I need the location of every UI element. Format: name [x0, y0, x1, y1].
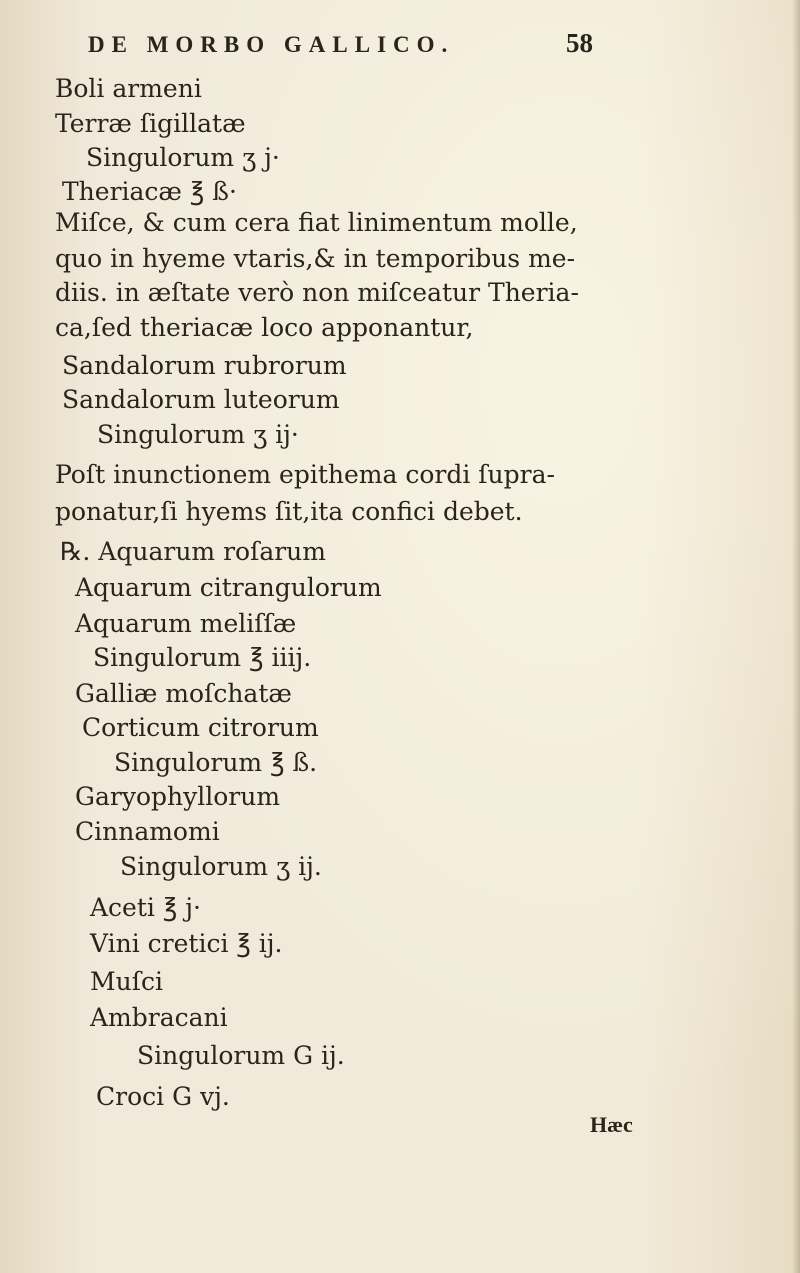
- text-line: Sandalorum rubrorum: [62, 351, 347, 380]
- ink-bleed-through: [52, 1128, 122, 1168]
- page-number: 58: [566, 28, 593, 58]
- text-line: Singulorum ℥ iiij.: [93, 643, 312, 672]
- text-line: Ambracani: [90, 1003, 228, 1032]
- text-line: Corticum citrorum: [82, 713, 319, 742]
- text-line: Garyophyllorum: [75, 782, 281, 811]
- text-line: Boli armeni: [55, 74, 202, 103]
- text-line: Singulorum G ij.: [137, 1041, 345, 1070]
- catchword: Hæc: [590, 1112, 633, 1137]
- text-line: Aquarum citrangulorum: [75, 573, 382, 602]
- text-line: ca,ſed theriacæ loco apponantur,: [55, 313, 474, 342]
- text-line: Cinnamomi: [75, 817, 220, 846]
- text-line: Sandalorum luteorum: [62, 385, 340, 414]
- text-line: Singulorum ʒ ij·: [97, 420, 299, 449]
- text-line: Miſce, & cum cera fiat linimentum molle,: [55, 208, 578, 237]
- text-line: Muſci: [90, 967, 163, 996]
- text-line: Theriacæ ℥ ß·: [62, 177, 237, 206]
- text-line: Singulorum ʒ ij.: [120, 852, 322, 881]
- text-line: Poſt inunctionem epithema cordi ſupra-: [55, 460, 555, 489]
- running-head: DE MORBO GALLICO.: [88, 32, 455, 57]
- text-line: ℞. Aquarum roſarum: [60, 537, 326, 566]
- text-line: Singulorum ℥ ß.: [114, 748, 318, 777]
- text-line: Galliæ moſchatæ: [75, 679, 292, 708]
- text-line: diis. in æſtate verò non miſceatur Theria-: [55, 278, 579, 307]
- text-line: Vini cretici ℥ ij.: [90, 929, 283, 958]
- text-line: Aceti ℥ j·: [90, 893, 201, 922]
- text-line: quo in hyeme vtaris,& in temporibus me-: [55, 244, 576, 273]
- text-line: Aquarum meliſſæ: [75, 609, 297, 638]
- page-edge-shadow: [792, 0, 800, 1273]
- text-line: Terræ ſigillatæ: [55, 109, 246, 138]
- text-line: Croci G vj.: [96, 1082, 230, 1111]
- page-header: [88, 28, 668, 68]
- text-line: Singulorum ʒ j·: [86, 143, 280, 172]
- text-line: ponatur,ſi hyems ſit,ita confici debet.: [55, 497, 523, 526]
